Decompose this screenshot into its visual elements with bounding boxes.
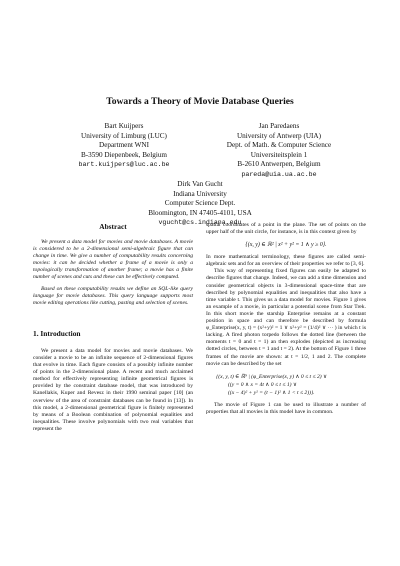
body-paragraph: spatial coordinates of a point in the plane. The set of points on the upper half of the unit circle, for instance, is in this context given by xyxy=(206,222,366,236)
author-email: bart.kuijpers@luc.ac.be xyxy=(78,161,170,169)
equation-movie-set xyxy=(206,373,366,397)
author-block-1 xyxy=(49,122,199,170)
equation-line: ((y = 0 ∧ x = 4t ∧ 0 ≤ t ≤ 1) ∨ xyxy=(228,381,298,388)
abstract-paragraph: We present a data model for movies and movie databases. A movie is considered to be a 2-dimensional semi-algebraic figure that can change in time. We give a number of computability results concerning movies: it can be decided whether a frame of a movie is only a topologically transformation of another frame; a movie has a finite number of scenes and cuts and these can be effectively computed. xyxy=(33,239,193,281)
author-affiliation: Computer Science Dept. xyxy=(164,199,236,208)
author-affiliation: Department WNI xyxy=(99,141,149,150)
left-column xyxy=(33,222,193,433)
right-column xyxy=(206,222,366,416)
author-affiliation: University of Limburg (LUC) xyxy=(81,131,167,140)
equation-line: ((x − 4)² + y² = (t − 1)² ∧ 1 < t ≤ 2))}. xyxy=(228,389,315,396)
author-affiliation: Bloomington, IN 47405-4101, USA xyxy=(148,208,252,217)
author-affiliation: Dept. of Math. & Computer Science xyxy=(226,141,332,150)
author-affiliation: B-3590 Diepenbeek, Belgium xyxy=(80,150,168,159)
equation-unit-circle: {(x, y) ∈ ℝ² | x² + y² = 1 ∧ y ≥ 0}. xyxy=(245,242,327,249)
section-heading-introduction: 1. Introduction xyxy=(33,328,81,338)
author-name: Dirk Van Gucht xyxy=(177,180,223,188)
author-name: Bart Kuijpers xyxy=(104,122,144,130)
body-paragraph: In more mathematical terminology, these figures are called semi-algebraic sets and for an overview of their properties we refer to [3, 6]. xyxy=(206,254,366,268)
author-affiliation: Indiana University xyxy=(173,189,227,198)
author-name: Jan Paredaens xyxy=(258,122,300,130)
author-affiliation: University of Antwerp (UIA) xyxy=(236,131,322,140)
abstract-paragraph: Based on these computability results we define an SQL-like query language for movie databases. This query language supports most movie editing operations like cutting, pasting and selection of scenes. xyxy=(33,285,193,306)
author-affiliation: Universiteitsplein 1 xyxy=(250,150,308,159)
author-affiliation: B-2610 Antwerpen, Belgium xyxy=(237,160,321,169)
author-block-2 xyxy=(204,122,354,180)
author-block-3 xyxy=(125,180,275,228)
author-email: vgucht@cs.indiana.edu xyxy=(158,219,242,227)
author-email: pareda@uia.ua.ac.be xyxy=(241,170,317,178)
body-paragraph: The movie of Figure 1 can be used to illustrate a number of properties that all movies in this model have in common. xyxy=(206,401,366,415)
paper-title: Towards a Theory of Movie Database Queries xyxy=(106,96,294,107)
abstract-heading: Abstract xyxy=(99,222,127,231)
body-paragraph: This way of representing fixed figures can easily be adapted to describe figures that change. Indeed, we can add a time dimension and consider geometrical objects in 3-dimensional space-time that are described by polynomial equalities and inequalities that also have a time variable t. This gives us a data model for movies. Figure 1 gives an example of a movie, in particular a potential scene from Star Trek. In this short movie the starship Enterprise remains at a constant position in space and can therefore be described by formula φ_Enterprise(x, y, t) = (x²+y)² = 1 ∨ x²+y² = (1/4)² ∨ ··· ) in which t is lacking. A fired photon torpedo follows the dotted line (between the moments t = 0 and t = 1) an then explodes (depicted as increasing dotted circles, between t = 1 and t = 2). At the bottom of Figure 1 three frames of the movie are shown: at t = 1/2, 1 and 2. The complete movie can be described by the set xyxy=(206,268,366,367)
introduction-paragraph: We present a data model for movies and movie databases. We consider a movie to be an infinite sequence of 2-dimensional figures that evolve in time. Each figure consists of a possibly infinite number of points in the 2-dimensional plane. A recent and much acclaimed method for effectively representing infinite geometrical figures is provided by the constraint database model, that was introduced by Kanellakis, Kuper and Revesz in their 1990 seminal paper [10] (an overview of the area of constraint databases can be found in [13]). In this model, a 2-dimensional geometrical figure is finitely represented by means of a Boolean combination of polynomial equalities and inequalities. These involve polynomials with two real variables that represent the xyxy=(33,347,193,432)
equation-line: {(x, y, t) ∈ ℝ³ | (φ_Enterprise(x, y) ∧ 0 ≤ t ≤ 2) ∨ xyxy=(216,373,328,380)
